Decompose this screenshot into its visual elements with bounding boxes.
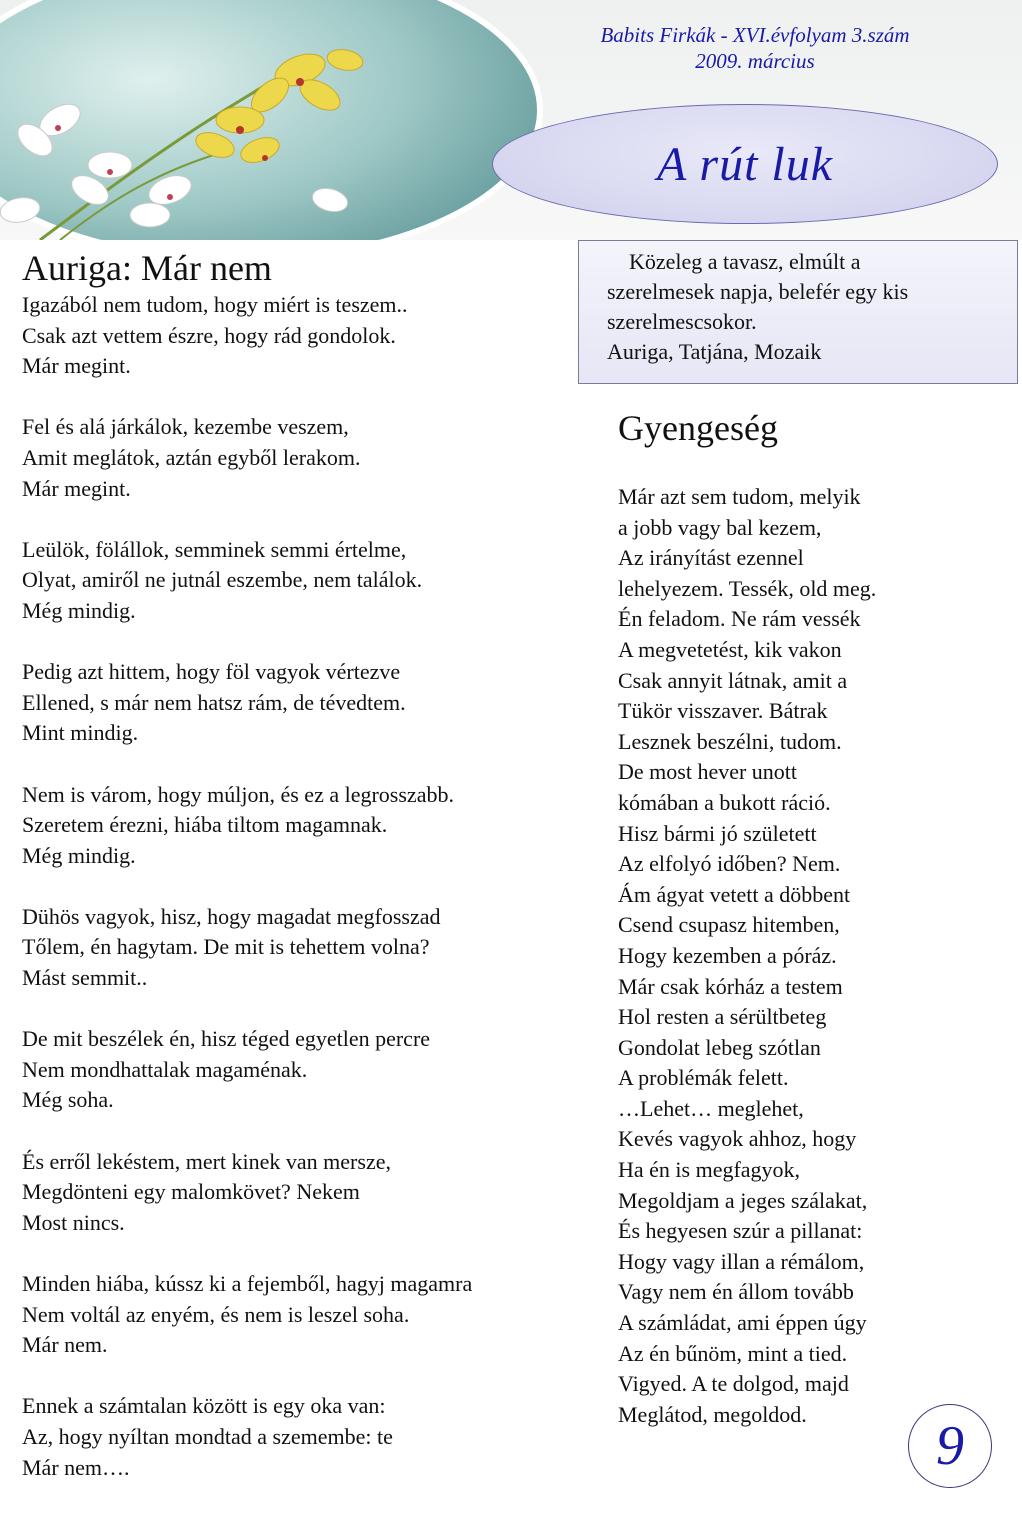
poem-title: Auriga: Már nem <box>22 248 272 288</box>
poem-line: Mást semmit.. <box>22 965 148 991</box>
poem-gyengeseg <box>618 404 998 1430</box>
poem-line: A számládat, ami éppen úgy <box>618 1310 867 1336</box>
poem-line: Ha én is megfagyok, <box>618 1157 801 1183</box>
intro-box <box>578 240 1018 384</box>
intro-line: szerelmescsokor. <box>607 309 757 334</box>
poem-line: Gondolat lebeg szótlan <box>618 1034 821 1060</box>
poem-line: Nem is várom, hogy múljon, és ez a legrosszabb. <box>22 781 454 807</box>
poem-line: Vagy nem én állom tovább <box>618 1279 854 1305</box>
poem-line: Már nem…. <box>22 1454 130 1480</box>
page-number: 9 <box>936 1415 964 1477</box>
poem-line: De mit beszélek én, hisz téged egyetlen percre <box>22 1026 431 1052</box>
intro-line: Közeleg a tavasz, elmúlt a <box>629 249 861 274</box>
masthead <box>520 22 990 74</box>
poem-line: Amit meglátok, aztán egyből lerakom. <box>22 444 361 470</box>
poem-line: Még mindig. <box>22 842 136 868</box>
stanza <box>22 780 582 872</box>
poem-line: Megoldjam a jeges szálakat, <box>618 1187 868 1213</box>
poem-line: És hegyesen szúr a pillanat: <box>618 1218 863 1244</box>
poem-line: Leülök, fölállok, semminek semmi értelme, <box>22 536 407 562</box>
poem-line: Nem mondhattalak magaménak. <box>22 1056 308 1082</box>
poem-line: Most nincs. <box>22 1209 125 1235</box>
poem-line: Csak annyit látnak, amit a <box>618 667 848 693</box>
poem-line: Hogy vagy illan a rémálom, <box>618 1248 865 1274</box>
intro-line: szerelmesek napja, belefér egy kis <box>607 279 909 304</box>
poem-line: Hogy kezemben a póráz. <box>618 942 837 968</box>
poem-line: Még mindig. <box>22 597 136 623</box>
poem-line: Igazából nem tudom, hogy miért is teszem.. <box>22 292 408 317</box>
poem-line: Az elfolyó időben? Nem. <box>618 851 841 877</box>
poem-line: Nem voltál az enyém, és nem is leszel soha. <box>22 1301 410 1327</box>
poem-line: Az, hogy nyíltan mondtad a szemembe: te <box>22 1423 393 1449</box>
poem-line: kómában a bukott ráció. <box>618 789 831 815</box>
poem-line: …Lehet… meglehet, <box>618 1095 804 1121</box>
poem-line: Ennek a számtalan között is egy oka van: <box>22 1393 386 1419</box>
poem-line: Olyat, amiről ne jutnál eszembe, nem találok. <box>22 567 423 593</box>
section-title: A rút luk <box>656 137 834 191</box>
poem-line: Szeretem érezni, hiába tiltom magamnak. <box>22 812 388 838</box>
poem-line: lehelyezem. Tessék, old meg. <box>618 575 877 601</box>
poem-line: Pedig azt hittem, hogy föl vagyok vértezve <box>22 659 401 685</box>
poem-line: Az irányítást ezennel <box>618 545 804 571</box>
stanza <box>22 657 582 749</box>
poem-line: A problémák felett. <box>618 1065 789 1091</box>
poem-line: Dühös vagyok, hisz, hogy magadat megfosszad <box>22 903 441 929</box>
poem-line: Már azt sem tudom, melyik <box>618 484 861 509</box>
page-number-badge <box>908 1404 992 1488</box>
poem-line: Még soha. <box>22 1087 114 1113</box>
masthead-issue: Babits Firkák - XVI.évfolyam 3.szám <box>600 23 910 47</box>
poem-line: Minden hiába, kússz ki a fejemből, hagyj magamra <box>22 1271 473 1296</box>
stanza <box>22 290 582 382</box>
poem-line: Az én bűnöm, mint a tied. <box>618 1340 848 1366</box>
poem-line: Tükör visszaver. Bátrak <box>618 698 828 724</box>
stanza <box>22 1391 582 1483</box>
poem-line: Lesznek beszélni, tudom. <box>618 728 842 754</box>
poem-line: Hol resten a sérültbeteg <box>618 1004 827 1030</box>
poem-line: Csak azt vettem észre, hogy rád gondolok. <box>22 322 396 348</box>
poem-line: Megdönteni egy malomkövet? Nekem <box>22 1179 360 1205</box>
poem-line: Én feladom. Ne rám vessék <box>618 606 861 632</box>
poem-line: a jobb vagy bal kezem, <box>618 514 822 540</box>
poem-line: Ám ágyat vetett a döbbent <box>618 881 851 907</box>
intro-line: Auriga, Tatjána, Mozaik <box>607 339 822 364</box>
poem-line: Ellened, s már nem hatsz rám, de tévedtem. <box>22 689 406 715</box>
poem-line: De most hever unott <box>618 759 798 785</box>
poem-line: Már csak kórház a testem <box>618 973 843 999</box>
poem-line: Meglátod, megoldod. <box>618 1401 807 1427</box>
stanza <box>22 902 582 994</box>
poem-line: Vigyed. A te dolgod, majd <box>618 1371 849 1397</box>
poem-line: Csend csupasz hitemben, <box>618 912 840 938</box>
stanza <box>22 1024 582 1116</box>
poem-line: És erről lekéstem, mert kinek van mersze, <box>22 1148 391 1174</box>
section-title-oval <box>492 104 998 224</box>
masthead-date: 2009. március <box>695 49 815 73</box>
poem-line: Már nem. <box>22 1332 108 1358</box>
stanza <box>22 412 582 504</box>
poem-line: Kevés vagyok ahhoz, hogy <box>618 1126 857 1152</box>
poem-title: Gyengeség <box>618 408 778 448</box>
stanza <box>618 482 998 1430</box>
poem-auriga <box>22 246 582 1514</box>
poem-line: Fel és alá járkálok, kezembe veszem, <box>22 414 349 440</box>
poem-line: A megvetetést, kik vakon <box>618 636 842 662</box>
stanza <box>22 1147 582 1239</box>
poem-line: Tőlem, én hagytam. De mit is tehettem volna? <box>22 934 430 960</box>
poem-line: Már megint. <box>22 475 131 501</box>
poem-line: Mint mindig. <box>22 720 139 746</box>
stanza <box>22 1269 582 1361</box>
poem-line: Már megint. <box>22 353 131 379</box>
stanza <box>22 535 582 627</box>
poem-line: Hisz bármi jó született <box>618 820 817 846</box>
